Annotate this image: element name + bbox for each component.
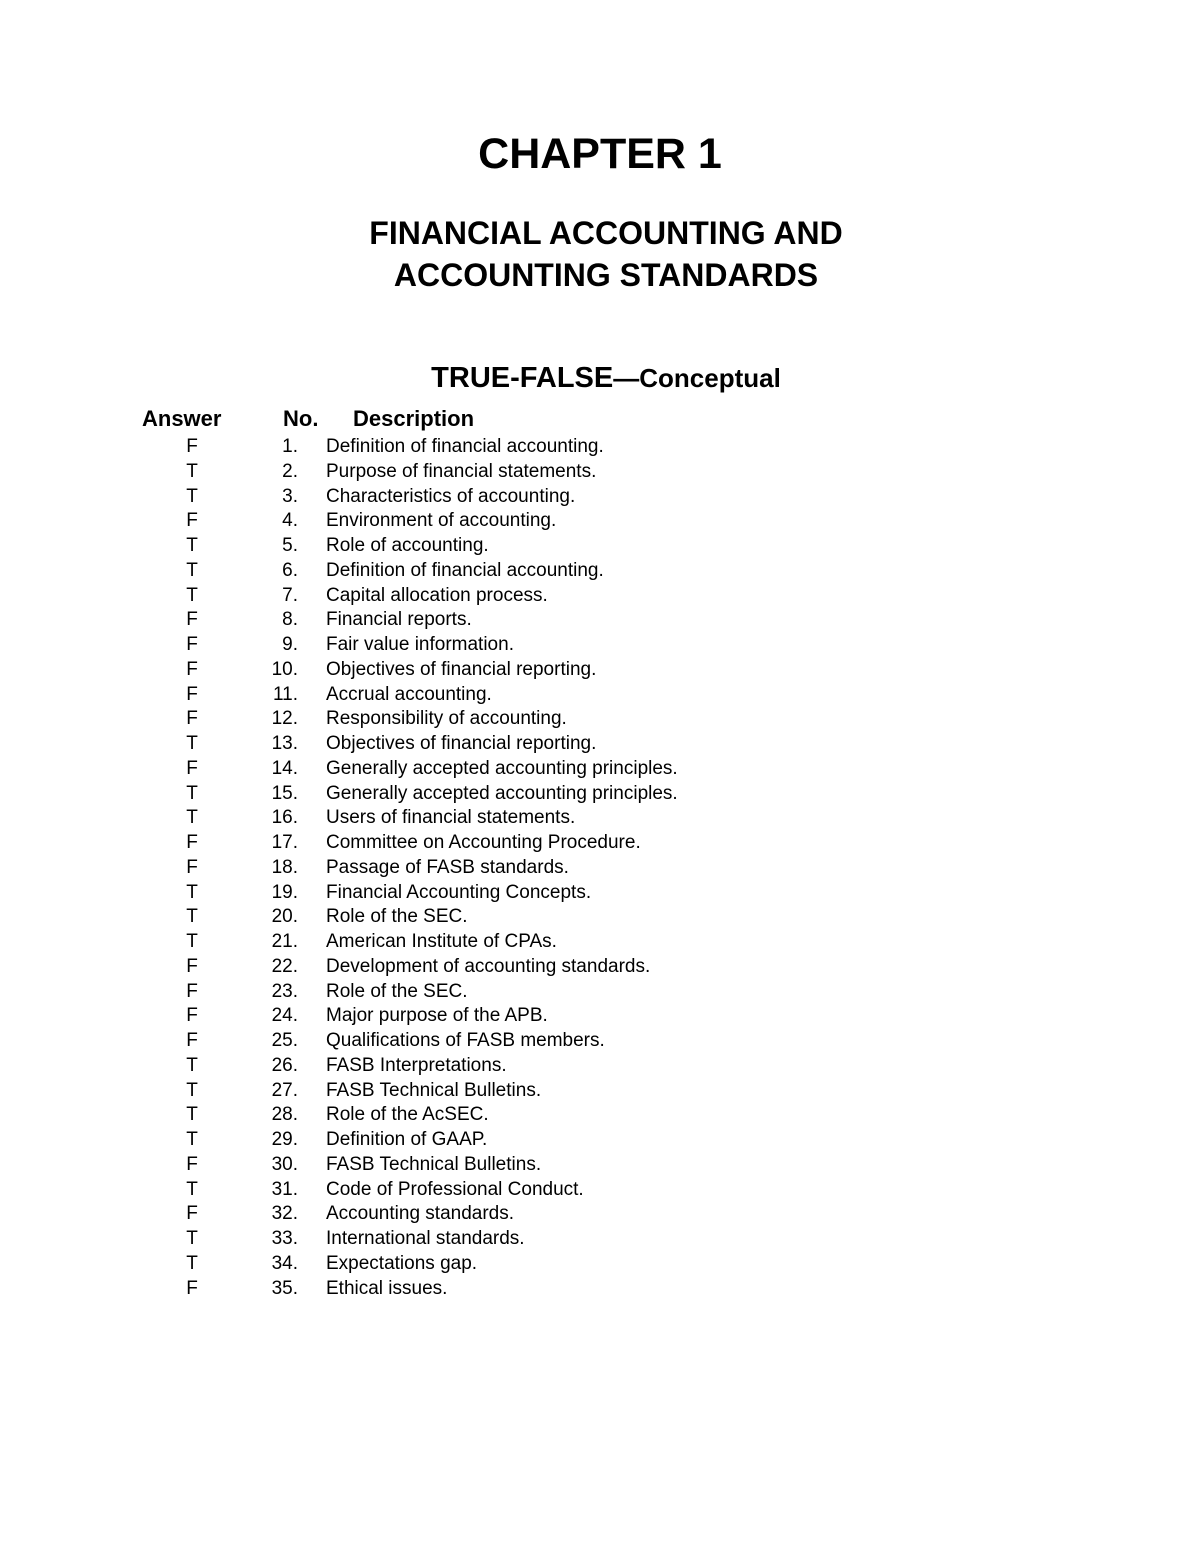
number-cell: 5. bbox=[282, 535, 298, 556]
answer-cell: F bbox=[186, 1277, 198, 1299]
description-cell: Definition of financial accounting. bbox=[326, 559, 604, 581]
table-row bbox=[0, 534, 1200, 559]
number-cell: 31. bbox=[271, 1178, 298, 1200]
number-cell: 32. bbox=[271, 1203, 298, 1225]
number-cell: 1. bbox=[282, 436, 298, 457]
answer-cell: F bbox=[186, 1203, 198, 1225]
description-cell: Accrual accounting. bbox=[326, 683, 492, 705]
description-cell: Characteristics of accounting. bbox=[326, 485, 576, 507]
description-cell: Code of Professional Conduct. bbox=[326, 1178, 584, 1200]
number-cell: 16. bbox=[271, 807, 298, 829]
answer-cell: F bbox=[186, 1005, 198, 1027]
section-dash: — bbox=[613, 363, 640, 393]
description-cell: Environment of accounting. bbox=[326, 510, 557, 532]
table-row bbox=[0, 608, 1200, 633]
answer-cell: F bbox=[186, 436, 198, 457]
number-cell: 4. bbox=[282, 510, 298, 532]
answer-cell: T bbox=[186, 1252, 198, 1274]
description-cell: Accounting standards. bbox=[326, 1203, 515, 1225]
number-cell: 25. bbox=[271, 1030, 298, 1051]
number-cell: 19. bbox=[271, 881, 298, 903]
description-cell: Financial Accounting Concepts. bbox=[326, 881, 592, 903]
answer-cell: F bbox=[186, 856, 198, 878]
chapter-title: CHAPTER 1 bbox=[478, 130, 722, 178]
answer-cell: F bbox=[186, 757, 198, 779]
answer-cell: F bbox=[186, 708, 198, 730]
description-cell: Responsibility of accounting. bbox=[326, 708, 567, 730]
number-cell: 28. bbox=[271, 1104, 298, 1126]
table-row bbox=[0, 757, 1200, 782]
table-row bbox=[0, 955, 1200, 980]
table-row bbox=[0, 658, 1200, 683]
answer-cell: T bbox=[186, 1054, 198, 1076]
description-cell: Financial reports. bbox=[326, 609, 472, 631]
description-cell: Qualifications of FASB members. bbox=[326, 1030, 605, 1051]
table-row bbox=[0, 1252, 1200, 1277]
number-cell: 6. bbox=[282, 559, 298, 581]
column-header-description: Description bbox=[353, 406, 475, 431]
answer-cell: F bbox=[186, 980, 198, 1002]
table-row bbox=[0, 831, 1200, 856]
table-row bbox=[0, 485, 1200, 510]
description-cell: Definition of GAAP. bbox=[326, 1129, 488, 1150]
answer-cell: T bbox=[186, 881, 198, 903]
table-row bbox=[0, 1079, 1200, 1104]
table-row bbox=[0, 460, 1200, 485]
number-cell: 9. bbox=[282, 634, 298, 655]
answer-cell: T bbox=[186, 535, 198, 556]
answer-cell: F bbox=[186, 832, 198, 853]
chapter-subtitle-line-1: FINANCIAL ACCOUNTING AND bbox=[369, 215, 843, 251]
table-row bbox=[0, 980, 1200, 1005]
description-cell: Capital allocation process. bbox=[326, 584, 548, 606]
answer-cell: F bbox=[186, 1153, 198, 1175]
table-row bbox=[0, 782, 1200, 807]
number-cell: 29. bbox=[271, 1129, 298, 1150]
table-row bbox=[0, 1004, 1200, 1029]
description-cell: Committee on Accounting Procedure. bbox=[326, 832, 641, 853]
answer-cell: F bbox=[186, 955, 198, 977]
answer-cell: T bbox=[186, 584, 198, 606]
description-cell: FASB Interpretations. bbox=[326, 1054, 507, 1076]
table-row bbox=[0, 1128, 1200, 1153]
description-cell: Role of the SEC. bbox=[326, 980, 468, 1002]
number-cell: 15. bbox=[271, 782, 298, 804]
answer-cell: F bbox=[186, 1030, 198, 1051]
description-cell: FASB Technical Bulletins. bbox=[326, 1079, 542, 1101]
table-row bbox=[0, 1227, 1200, 1252]
answer-cell: T bbox=[186, 485, 198, 507]
table-row bbox=[0, 1054, 1200, 1079]
answer-cell: T bbox=[186, 807, 198, 829]
number-cell: 13. bbox=[271, 733, 298, 754]
table-row bbox=[0, 1103, 1200, 1128]
description-cell: Generally accepted accounting principles. bbox=[326, 757, 678, 779]
answer-cell: T bbox=[186, 906, 198, 928]
table-row bbox=[0, 633, 1200, 658]
description-cell: Major purpose of the APB. bbox=[326, 1005, 548, 1027]
table-header bbox=[0, 403, 1200, 435]
section-title: TRUE-FALSE bbox=[431, 362, 614, 394]
table-row bbox=[0, 509, 1200, 534]
description-cell: Role of accounting. bbox=[326, 535, 489, 556]
number-cell: 10. bbox=[271, 658, 298, 680]
number-cell: 18. bbox=[271, 856, 298, 878]
chapter-subtitle bbox=[0, 212, 1200, 296]
answer-cell: F bbox=[186, 634, 198, 655]
section-heading bbox=[0, 358, 1200, 401]
answer-cell: T bbox=[186, 782, 198, 804]
answer-cell: F bbox=[186, 510, 198, 532]
answer-cell: T bbox=[186, 1079, 198, 1101]
table-row bbox=[0, 584, 1200, 609]
number-cell: 23. bbox=[271, 980, 298, 1002]
table-row bbox=[0, 1178, 1200, 1203]
description-cell: Objectives of financial reporting. bbox=[326, 733, 597, 754]
answer-cell: T bbox=[186, 931, 198, 952]
table-row bbox=[0, 1153, 1200, 1178]
table-body bbox=[0, 435, 1200, 1301]
number-cell: 35. bbox=[271, 1277, 298, 1299]
description-cell: Ethical issues. bbox=[326, 1277, 448, 1299]
number-cell: 7. bbox=[282, 584, 298, 606]
number-cell: 26. bbox=[271, 1054, 298, 1076]
table-row bbox=[0, 559, 1200, 584]
description-cell: Passage of FASB standards. bbox=[326, 856, 569, 878]
number-cell: 3. bbox=[282, 485, 298, 507]
description-cell: Role of the AcSEC. bbox=[326, 1104, 489, 1126]
column-header-answer: Answer bbox=[142, 406, 222, 431]
number-cell: 2. bbox=[282, 460, 298, 482]
table-row bbox=[0, 930, 1200, 955]
table-row bbox=[0, 806, 1200, 831]
number-cell: 27. bbox=[271, 1079, 298, 1101]
number-cell: 21. bbox=[271, 931, 298, 952]
number-cell: 34. bbox=[271, 1252, 298, 1274]
table-row bbox=[0, 856, 1200, 881]
answer-cell: T bbox=[186, 1228, 198, 1249]
column-header-no: No. bbox=[283, 406, 319, 431]
number-cell: 14. bbox=[271, 757, 298, 779]
description-cell: American Institute of CPAs. bbox=[326, 931, 557, 952]
answer-cell: F bbox=[186, 609, 198, 631]
table-row bbox=[0, 435, 1200, 460]
description-cell: International standards. bbox=[326, 1228, 525, 1249]
answer-cell: T bbox=[186, 1178, 198, 1200]
table-row bbox=[0, 1202, 1200, 1227]
answer-table bbox=[0, 403, 1200, 1301]
table-row bbox=[0, 881, 1200, 906]
answer-cell: T bbox=[186, 559, 198, 581]
description-cell: Development of accounting standards. bbox=[326, 955, 651, 977]
answer-cell: F bbox=[186, 683, 198, 705]
table-row bbox=[0, 1029, 1200, 1054]
number-cell: 11. bbox=[272, 683, 298, 705]
number-cell: 17. bbox=[271, 832, 298, 853]
table-row bbox=[0, 683, 1200, 708]
answer-cell: T bbox=[186, 460, 198, 482]
description-cell: Objectives of financial reporting. bbox=[326, 658, 597, 680]
description-cell: Users of financial statements. bbox=[326, 807, 576, 829]
number-cell: 12. bbox=[271, 708, 298, 730]
table-row bbox=[0, 707, 1200, 732]
number-cell: 22. bbox=[271, 955, 298, 977]
description-cell: FASB Technical Bulletins. bbox=[326, 1153, 542, 1175]
number-cell: 20. bbox=[271, 906, 298, 928]
description-cell: Purpose of financial statements. bbox=[326, 460, 597, 482]
description-cell: Expectations gap. bbox=[326, 1252, 478, 1274]
number-cell: 8. bbox=[282, 609, 298, 631]
answer-cell: T bbox=[186, 1104, 198, 1126]
description-cell: Definition of financial accounting. bbox=[326, 436, 604, 457]
answer-cell: F bbox=[186, 658, 198, 680]
section-subtitle: Conceptual bbox=[639, 363, 781, 393]
number-cell: 33. bbox=[271, 1228, 298, 1249]
number-cell: 24. bbox=[271, 1005, 298, 1027]
number-cell: 30. bbox=[271, 1153, 298, 1175]
answer-cell: T bbox=[186, 1129, 198, 1150]
description-cell: Role of the SEC. bbox=[326, 906, 468, 928]
table-row bbox=[0, 732, 1200, 757]
description-cell: Generally accepted accounting principles. bbox=[326, 782, 678, 804]
description-cell: Fair value information. bbox=[326, 634, 514, 655]
chapter-subtitle-line-2: ACCOUNTING STANDARDS bbox=[393, 257, 819, 293]
answer-cell: T bbox=[186, 733, 198, 754]
table-row bbox=[0, 1277, 1200, 1302]
table-row bbox=[0, 905, 1200, 930]
